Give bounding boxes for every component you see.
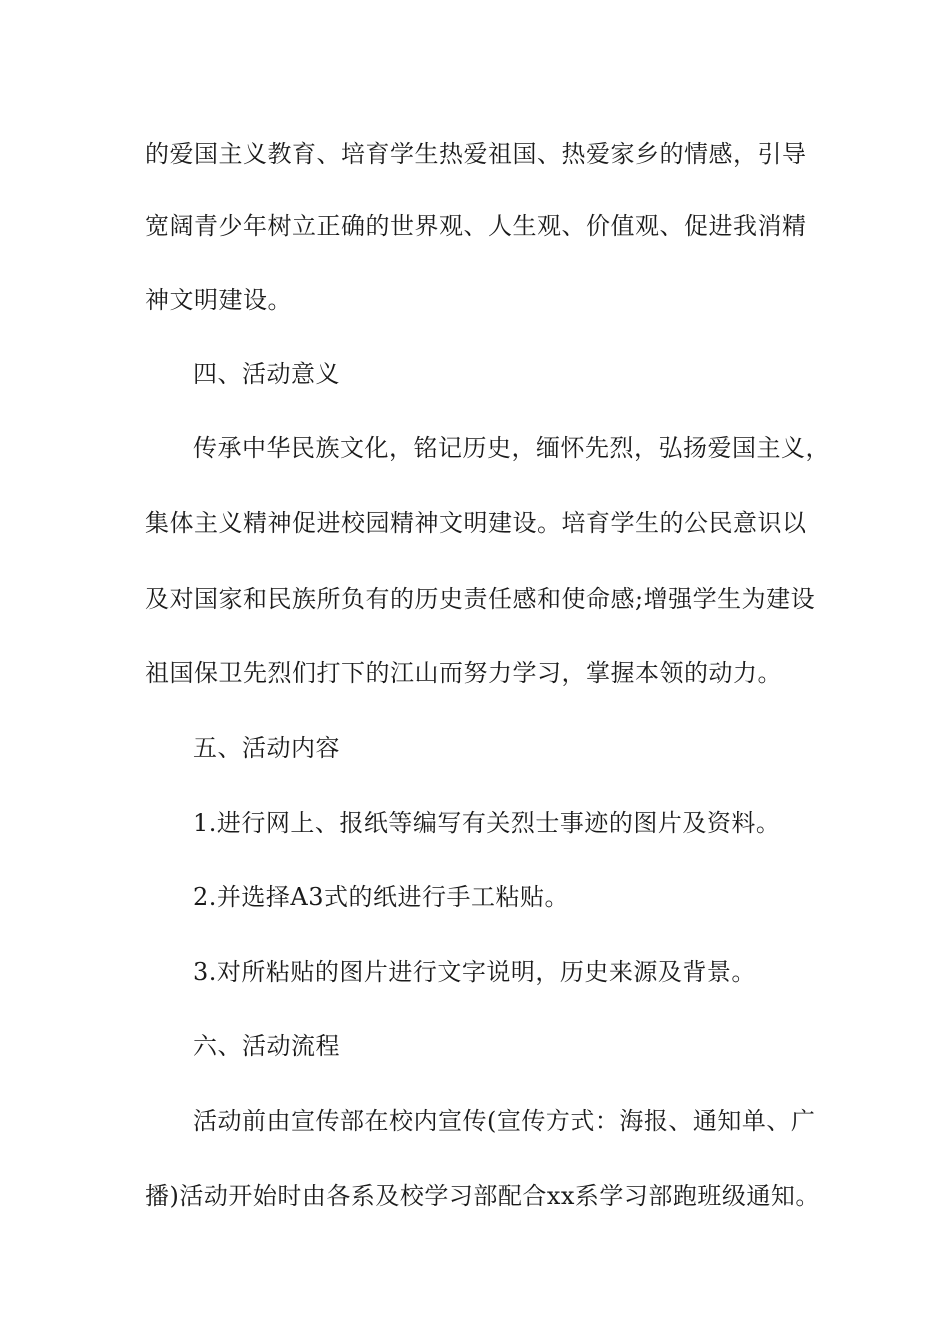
intro-text-line-1: 的爱国主义教育、培育学生热爱祖国、热爱家乡的情感，引导: [145, 140, 807, 168]
section-5-item-1: 1.进行网上、报纸等编写有关烈士事迹的图片及资料。: [193, 809, 781, 837]
section-4-text-line-4: 祖国保卫先烈们打下的江山而努力学习，掌握本领的动力。: [145, 659, 782, 687]
section-4-text-line-1: 传承中华民族文化，铭记历史，缅怀先烈，弘扬爱国主义，: [193, 434, 830, 462]
section-5-item-3: 3.对所粘贴的图片进行文字说明，历史来源及背景。: [193, 958, 756, 986]
section-5-item-2: 2.并选择A3式的纸进行手工粘贴。: [193, 883, 569, 911]
section-5-heading: 五、活动内容: [193, 734, 340, 762]
intro-text-line-2: 宽阔青少年树立正确的世界观、人生观、价值观、促进我消精: [145, 212, 807, 240]
section-6-text-line-1: 活动前由宣传部在校内宣传(宣传方式：海报、通知单、广: [193, 1107, 816, 1135]
section-4-heading: 四、活动意义: [193, 360, 340, 388]
section-6-heading: 六、活动流程: [193, 1032, 340, 1060]
intro-text-line-3: 神文明建设。: [145, 286, 292, 314]
section-4-text-line-3: 及对国家和民族所负有的历史责任感和使命感;增强学生为建设: [145, 585, 816, 613]
section-4-text-line-2: 集体主义精神促进校园精神文明建设。培育学生的公民意识以: [145, 509, 807, 537]
section-6-text-line-2: 播)活动开始时由各系及校学习部配合xx系学习部跑班级通知。: [145, 1182, 820, 1210]
